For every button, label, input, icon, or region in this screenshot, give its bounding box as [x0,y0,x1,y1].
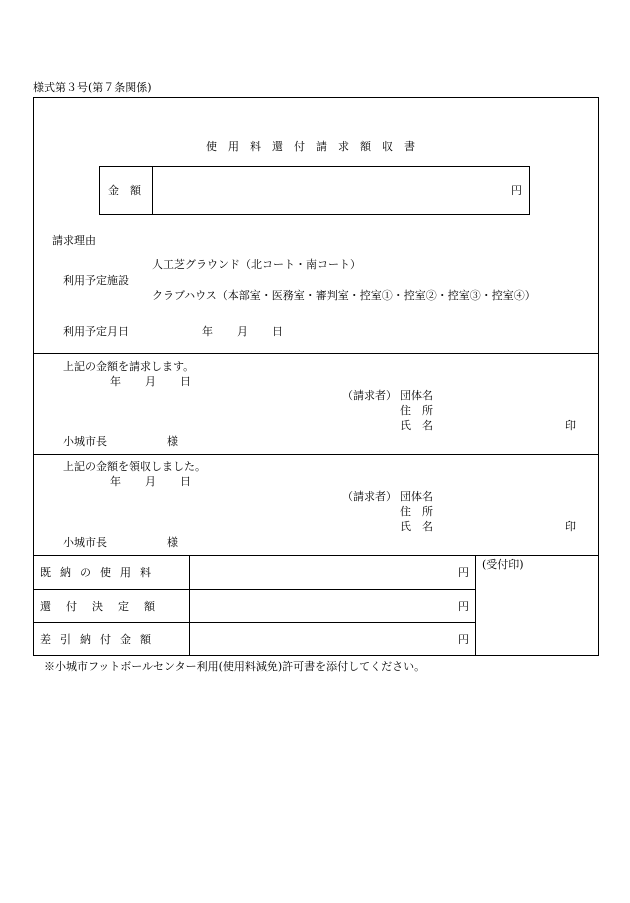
receipt-address: 住 所 [400,505,433,518]
receipt-year: 年 [110,475,121,488]
form-title: 使 用 料 還 付 請 求 額 収 書 [206,140,415,153]
fee-row-label-net: 差引納付金額 [40,633,160,646]
section-divider [33,454,599,455]
reason-heading: 請求理由 [52,234,96,247]
request-year: 年 [110,375,121,388]
fee-row-unit-refund: 円 [458,600,469,613]
request-seal: 印 [565,419,576,432]
receipt-seal: 印 [565,520,576,533]
receipt-group-name: 団体名 [400,490,433,503]
amount-box-divider [152,166,153,215]
footnote: ※小城市フットボールセンター利用(使用料減免)許可書を添付してください。 [44,660,426,673]
request-group-name: 団体名 [400,389,433,402]
section-divider [33,353,599,354]
amount-box [99,166,530,215]
amount-unit: 円 [511,184,522,197]
facility-option-turf: 人工芝グラウンド（北コート・南コート） [152,258,361,271]
request-honorific: 様 [167,435,178,448]
fee-row-label-paid: 既納の使用料 [40,566,160,579]
receipt-name: 氏 名 [400,520,433,533]
request-address: 住 所 [400,404,433,417]
request-statement: 上記の金額を請求します。 [63,360,195,373]
fee-row-label-refund: 還付決定額 [40,600,170,613]
receipt-requester-label: （請求者） [342,490,397,503]
receipt-addressee: 小城市長 [63,536,107,549]
fee-table-stamp-divider [475,555,476,656]
fee-table-row-divider [33,622,475,623]
fee-table-row-divider [33,589,475,590]
receipt-honorific: 様 [167,536,178,549]
form-number: 様式第３号(第７条関係) [33,81,152,94]
request-day: 日 [180,375,191,388]
receipt-month: 月 [145,475,156,488]
date-label: 利用予定月日 [63,325,129,338]
receipt-day: 日 [180,475,191,488]
receipt-statement: 上記の金額を領収しました。 [63,460,206,473]
request-name: 氏 名 [400,419,433,432]
request-addressee: 小城市長 [63,435,107,448]
request-month: 月 [145,375,156,388]
fee-row-unit-net: 円 [458,633,469,646]
facility-option-clubhouse: クラブハウス（本部室・医務室・審判室・控室①・控室②・控室③・控室④） [152,289,536,302]
request-requester-label: （請求者） [342,389,397,402]
amount-label: 金 額 [108,184,141,197]
stamp-label: (受付印) [482,558,524,571]
date-day: 日 [272,325,283,338]
facility-label: 利用予定施設 [63,274,129,287]
fee-row-unit-paid: 円 [458,566,469,579]
date-year: 年 [202,325,213,338]
date-month: 月 [237,325,248,338]
section-divider [33,555,599,556]
fee-table-label-divider [189,555,190,656]
